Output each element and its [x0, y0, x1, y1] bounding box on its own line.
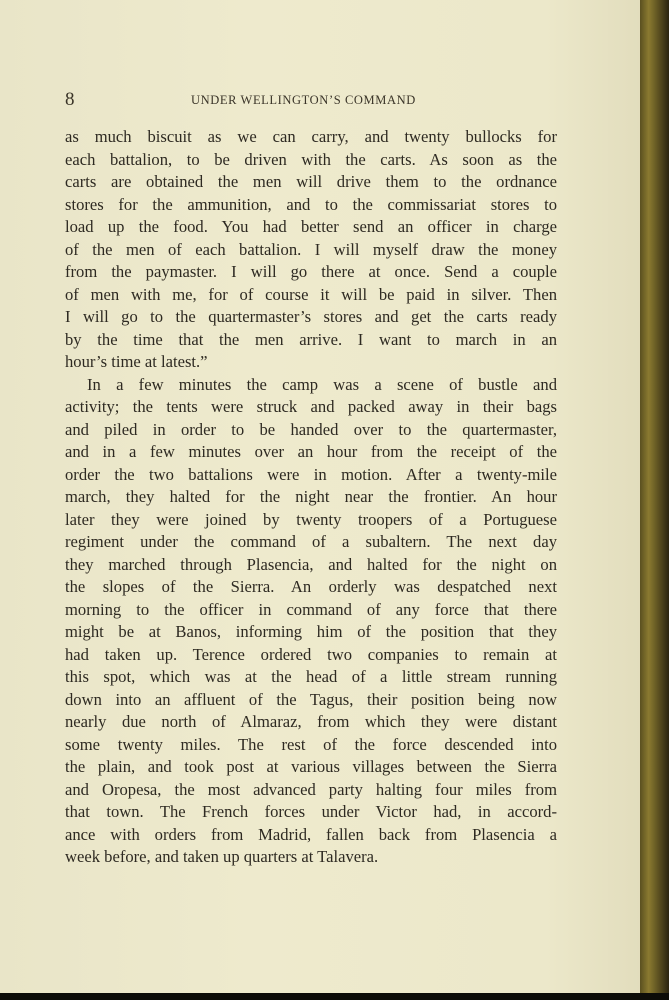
paragraph-1: [65, 126, 557, 374]
text-line: week before, and taken up quarters at Talavera.: [65, 847, 379, 866]
page-edge-shadow: [640, 0, 669, 1000]
text-line: of men with me, for of course it will be paid in silver. Then: [65, 284, 557, 304]
text-line: order the two battalions were in motion. After a twenty-mile: [65, 464, 557, 484]
text-line: this spot, which was at the head of a little stream running: [65, 667, 557, 686]
text-line: march, they halted for the night near the frontier. An hour: [65, 487, 557, 506]
text-line: hour’s time at latest.”: [65, 352, 208, 371]
text-line: and piled in order to be handed over to the quartermaster,: [65, 419, 557, 439]
text-line: they marched through Plasencia, and halted for the night on: [65, 554, 557, 574]
text-line: of the men of each battalion. I will myself draw the money: [65, 239, 557, 259]
text-line: activity; the tents were struck and packed away in their bags: [65, 397, 557, 416]
text-line: later they were joined by twenty troopers of a Portuguese: [65, 509, 557, 529]
text-line: stores for the ammunition, and to the commissariat stores to: [65, 194, 557, 214]
text-line: down into an affluent of the Tagus, their position being now: [65, 689, 557, 709]
text-line: as much biscuit as we can carry, and twenty bullocks for: [65, 127, 557, 146]
text-line: ance with orders from Madrid, fallen back from Plasencia a: [65, 824, 557, 844]
text-line: regiment under the command of a subaltern. The next day: [65, 532, 557, 551]
text-line: from the paymaster. I will go there at once. Send a couple: [65, 262, 557, 281]
page-bottom-shadow: [0, 993, 669, 1000]
text-line: had taken up. Terence ordered two companies to remain at: [65, 644, 557, 664]
text-line: carts are obtained the men will drive them to the ordnance: [65, 172, 557, 191]
text-line: and in a few minutes over an hour from the receipt of the: [65, 442, 557, 461]
body-text: [65, 126, 557, 869]
text-line: by the time that the men arrive. I want to march in an: [65, 329, 557, 349]
text-line: I will go to the quartermaster’s stores and get the carts ready: [65, 307, 557, 326]
text-line: the slopes of the Sierra. An orderly was despatched next: [65, 577, 557, 596]
running-head: UNDER WELLINGTON’S COMMAND: [191, 93, 416, 107]
text-line: that town. The French forces under Victor had, in accord-: [65, 802, 557, 821]
text-line: might be at Banos, informing him of the position that they: [65, 622, 557, 641]
text-line: nearly due north of Almaraz, from which they were distant: [65, 712, 557, 731]
text-line: and Oropesa, the most advanced party halting four miles from: [65, 779, 557, 799]
paragraph-2: [65, 374, 557, 869]
page-header: [65, 89, 557, 113]
text-line: the plain, and took post at various villages between the Sierra: [65, 757, 557, 776]
page-number: 8: [65, 89, 75, 110]
text-line: In a few minutes the camp was a scene of bustle and: [87, 374, 557, 394]
text-line: load up the food. You had better send an officer in charge: [65, 217, 557, 236]
text-line: some twenty miles. The rest of the force descended into: [65, 734, 557, 754]
text-line: morning to the officer in command of any force that there: [65, 599, 557, 619]
text-line: each battalion, to be driven with the carts. As soon as the: [65, 149, 557, 169]
